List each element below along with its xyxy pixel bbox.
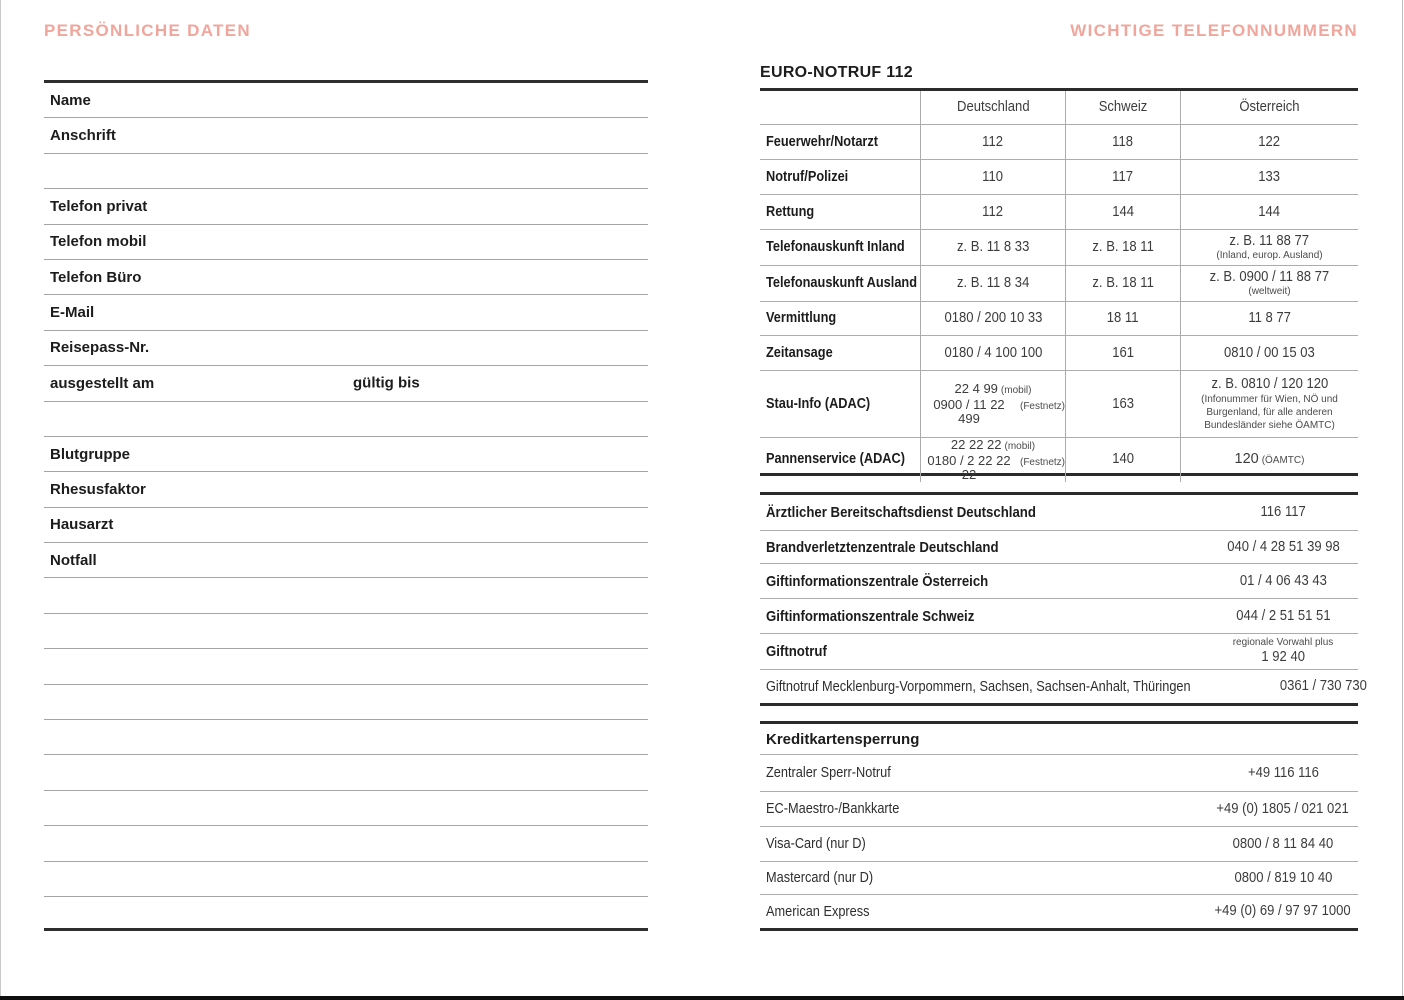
field-label: Reisepass-Nr. xyxy=(50,339,150,357)
hotline-number: 040 / 4 28 51 39 98 xyxy=(1226,538,1340,555)
page-title-left: PERSÖNLICHE DATEN xyxy=(44,21,251,40)
blank-writing-line xyxy=(44,685,648,720)
table-row-auskunft-inland: Telefonauskunft Inland z. B. 11 8 33 z. B. 18 11 z. B. 11 88 77 (Inland, europ. Ausland) xyxy=(760,230,1358,266)
blank-writing-line xyxy=(44,826,648,861)
card-number: +49 (0) 1805 / 021 021 xyxy=(1216,800,1350,817)
hotline-number: 01 / 4 06 43 43 xyxy=(1239,572,1327,589)
card-number: 0800 / 819 10 40 xyxy=(1234,869,1332,886)
hotline-number: 116 117 xyxy=(1260,504,1306,521)
card-row-ec-maestro: EC-Maestro-/Bankkarte +49 (0) 1805 / 021 021 xyxy=(760,792,1358,827)
field-row-telefon-privat xyxy=(44,189,648,224)
blank-writing-line xyxy=(44,862,648,897)
blank-writing-line xyxy=(44,402,648,437)
page-title-right: WICHTIGE TELEFONNUMMERN xyxy=(1070,21,1358,40)
hotline-row-bereitschaftsdienst: Ärztlicher Bereitschaftsdienst Deutschland 116 117 xyxy=(760,495,1358,531)
table-header-row xyxy=(760,91,1358,125)
table-row-pannenservice: Pannenservice (ADAC) 22 22 22 (mobil) 0180 / 2 22 22 22 (Festnetz) 140 120 (ÖAMTC) xyxy=(760,438,1358,473)
field-label: Rhesusfaktor xyxy=(50,480,146,498)
field-label: Anschrift xyxy=(50,127,116,145)
table-row-rettung: Rettung 112 144 144 xyxy=(760,195,1358,230)
field-label: Telefon mobil xyxy=(50,233,147,251)
field-row-hausarzt xyxy=(44,508,648,543)
card-row-sperr-notruf: Zentraler Sperr-Notruf +49 116 116 xyxy=(760,755,1358,792)
blank-writing-line xyxy=(44,791,648,826)
col-header-schweiz: Schweiz xyxy=(1065,91,1180,124)
hotline-row-gift-oesterreich: Giftinformationszentrale Österreich 01 / 4 06 43 43 xyxy=(760,564,1358,599)
table-row-auskunft-ausland: Telefonauskunft Ausland z. B. 11 8 34 z. B. 18 11 z. B. 0900 / 11 88 77 (weltweit) xyxy=(760,266,1358,302)
col-header-deutschland: Deutschland xyxy=(920,91,1065,124)
field-label: ausgestellt am xyxy=(50,374,155,392)
field-label: Blutgruppe xyxy=(50,445,130,463)
field-label: Name xyxy=(50,91,91,109)
page-edge-bottom xyxy=(0,996,1404,1000)
field-row-name xyxy=(44,83,648,118)
field-label: Telefon privat xyxy=(50,197,148,215)
col-header-oesterreich: Österreich xyxy=(1180,91,1358,124)
blank-writing-line xyxy=(44,154,648,189)
hotline-row-gift-schweiz: Giftinformationszentrale Schweiz 044 / 2 51 51 51 xyxy=(760,599,1358,634)
table-row-polizei: Notruf/Polizei 110 117 133 xyxy=(760,160,1358,195)
field-row-anschrift xyxy=(44,118,648,153)
hotlines-section xyxy=(760,492,1368,706)
corner-cell xyxy=(760,91,920,124)
table-row-zeitansage: Zeitansage 0180 / 4 100 100 161 0810 / 00 15 03 xyxy=(760,336,1358,371)
card-row-american-express: American Express +49 (0) 69 / 97 97 1000 xyxy=(760,895,1358,928)
cards-section-title: Kreditkartensperrung xyxy=(766,730,920,748)
card-number: +49 (0) 69 / 97 97 1000 xyxy=(1214,903,1352,920)
field-row-ausgestellt-gueltig xyxy=(44,366,648,401)
hotline-number: regionale Vorwahl plus 1 92 40 xyxy=(1232,636,1334,666)
field-row-blutgruppe xyxy=(44,437,648,472)
field-label: Telefon Büro xyxy=(50,268,142,286)
phone-numbers-page xyxy=(760,0,1368,1000)
euro-notruf-heading: EURO-NOTRUF 112 xyxy=(760,64,913,81)
field-row-reisepass xyxy=(44,331,648,366)
field-label: E-Mail xyxy=(50,304,95,322)
blank-writing-line xyxy=(44,649,648,684)
hotline-number: 044 / 2 51 51 51 xyxy=(1235,607,1331,624)
page-edge-left xyxy=(0,0,1,1000)
hotline-row-giftnotruf: Giftnotruf regionale Vorwahl plus 1 92 40 xyxy=(760,634,1358,670)
table-row-stau-info: Stau-Info (ADAC) 22 4 99 (mobil) 0900 / 11 22 499 (Festnetz) 163 z. B. 0810 / 120 120 (Infonummer für Wien, NÖ und Burgenland, für alle anderen Bundesländer siehe ÖAMTC) xyxy=(760,371,1358,438)
page-edge-right xyxy=(1402,0,1403,1000)
field-row-rhesusfaktor xyxy=(44,472,648,507)
field-row-notfall xyxy=(44,543,648,578)
blank-writing-line xyxy=(44,720,648,755)
field-row-email xyxy=(44,295,648,330)
credit-card-blocking-section xyxy=(760,721,1358,931)
field-label: Notfall xyxy=(50,551,97,569)
table-row-vermittlung: Vermittlung 0180 / 200 10 33 18 11 11 8 77 xyxy=(760,302,1358,336)
card-row-visa: Visa-Card (nur D) 0800 / 8 11 84 40 xyxy=(760,827,1358,862)
cell-note: (weltweit) xyxy=(1248,285,1291,297)
cards-section-title-row xyxy=(760,724,1358,755)
card-number: 0800 / 8 11 84 40 xyxy=(1232,835,1334,852)
table-row-feuerwehr: Feuerwehr/Notarzt 112 118 122 xyxy=(760,125,1358,160)
card-row-mastercard: Mastercard (nur D) 0800 / 819 10 40 xyxy=(760,862,1358,895)
euro-notruf-table xyxy=(760,88,1358,482)
blank-writing-line xyxy=(44,897,648,931)
hotline-row-brandverletzte: Brandverletztenzentrale Deutschland 040 / 4 28 51 39 98 xyxy=(760,531,1358,564)
blank-writing-line xyxy=(44,614,648,649)
field-row-telefon-buero xyxy=(44,260,648,295)
value-note: regionale Vorwahl plus xyxy=(1232,636,1334,648)
personal-data-form xyxy=(44,80,648,931)
hotline-number: 0361 / 730 730 xyxy=(1279,678,1368,695)
cell-note: (Inland, europ. Ausland) xyxy=(1216,249,1323,261)
hotline-row-giftnotruf-laender: Giftnotruf Mecklenburg-Vorpommern, Sachsen, Sachsen-Anhalt, Thüringen 0361 / 730 730 xyxy=(760,670,1358,703)
field-row-telefon-mobil xyxy=(44,225,648,260)
field-label-gueltig-bis: gültig bis xyxy=(353,374,420,392)
blank-writing-line xyxy=(44,578,648,613)
blank-writing-line xyxy=(44,755,648,790)
cell-note: (Infonummer für Wien, NÖ und Burgenland, für alle anderen Bundesländer siehe ÖAMTC) xyxy=(1201,393,1338,431)
card-number: +49 116 116 xyxy=(1247,764,1319,781)
field-label: Hausarzt xyxy=(50,516,114,534)
personal-data-page xyxy=(44,0,648,1000)
